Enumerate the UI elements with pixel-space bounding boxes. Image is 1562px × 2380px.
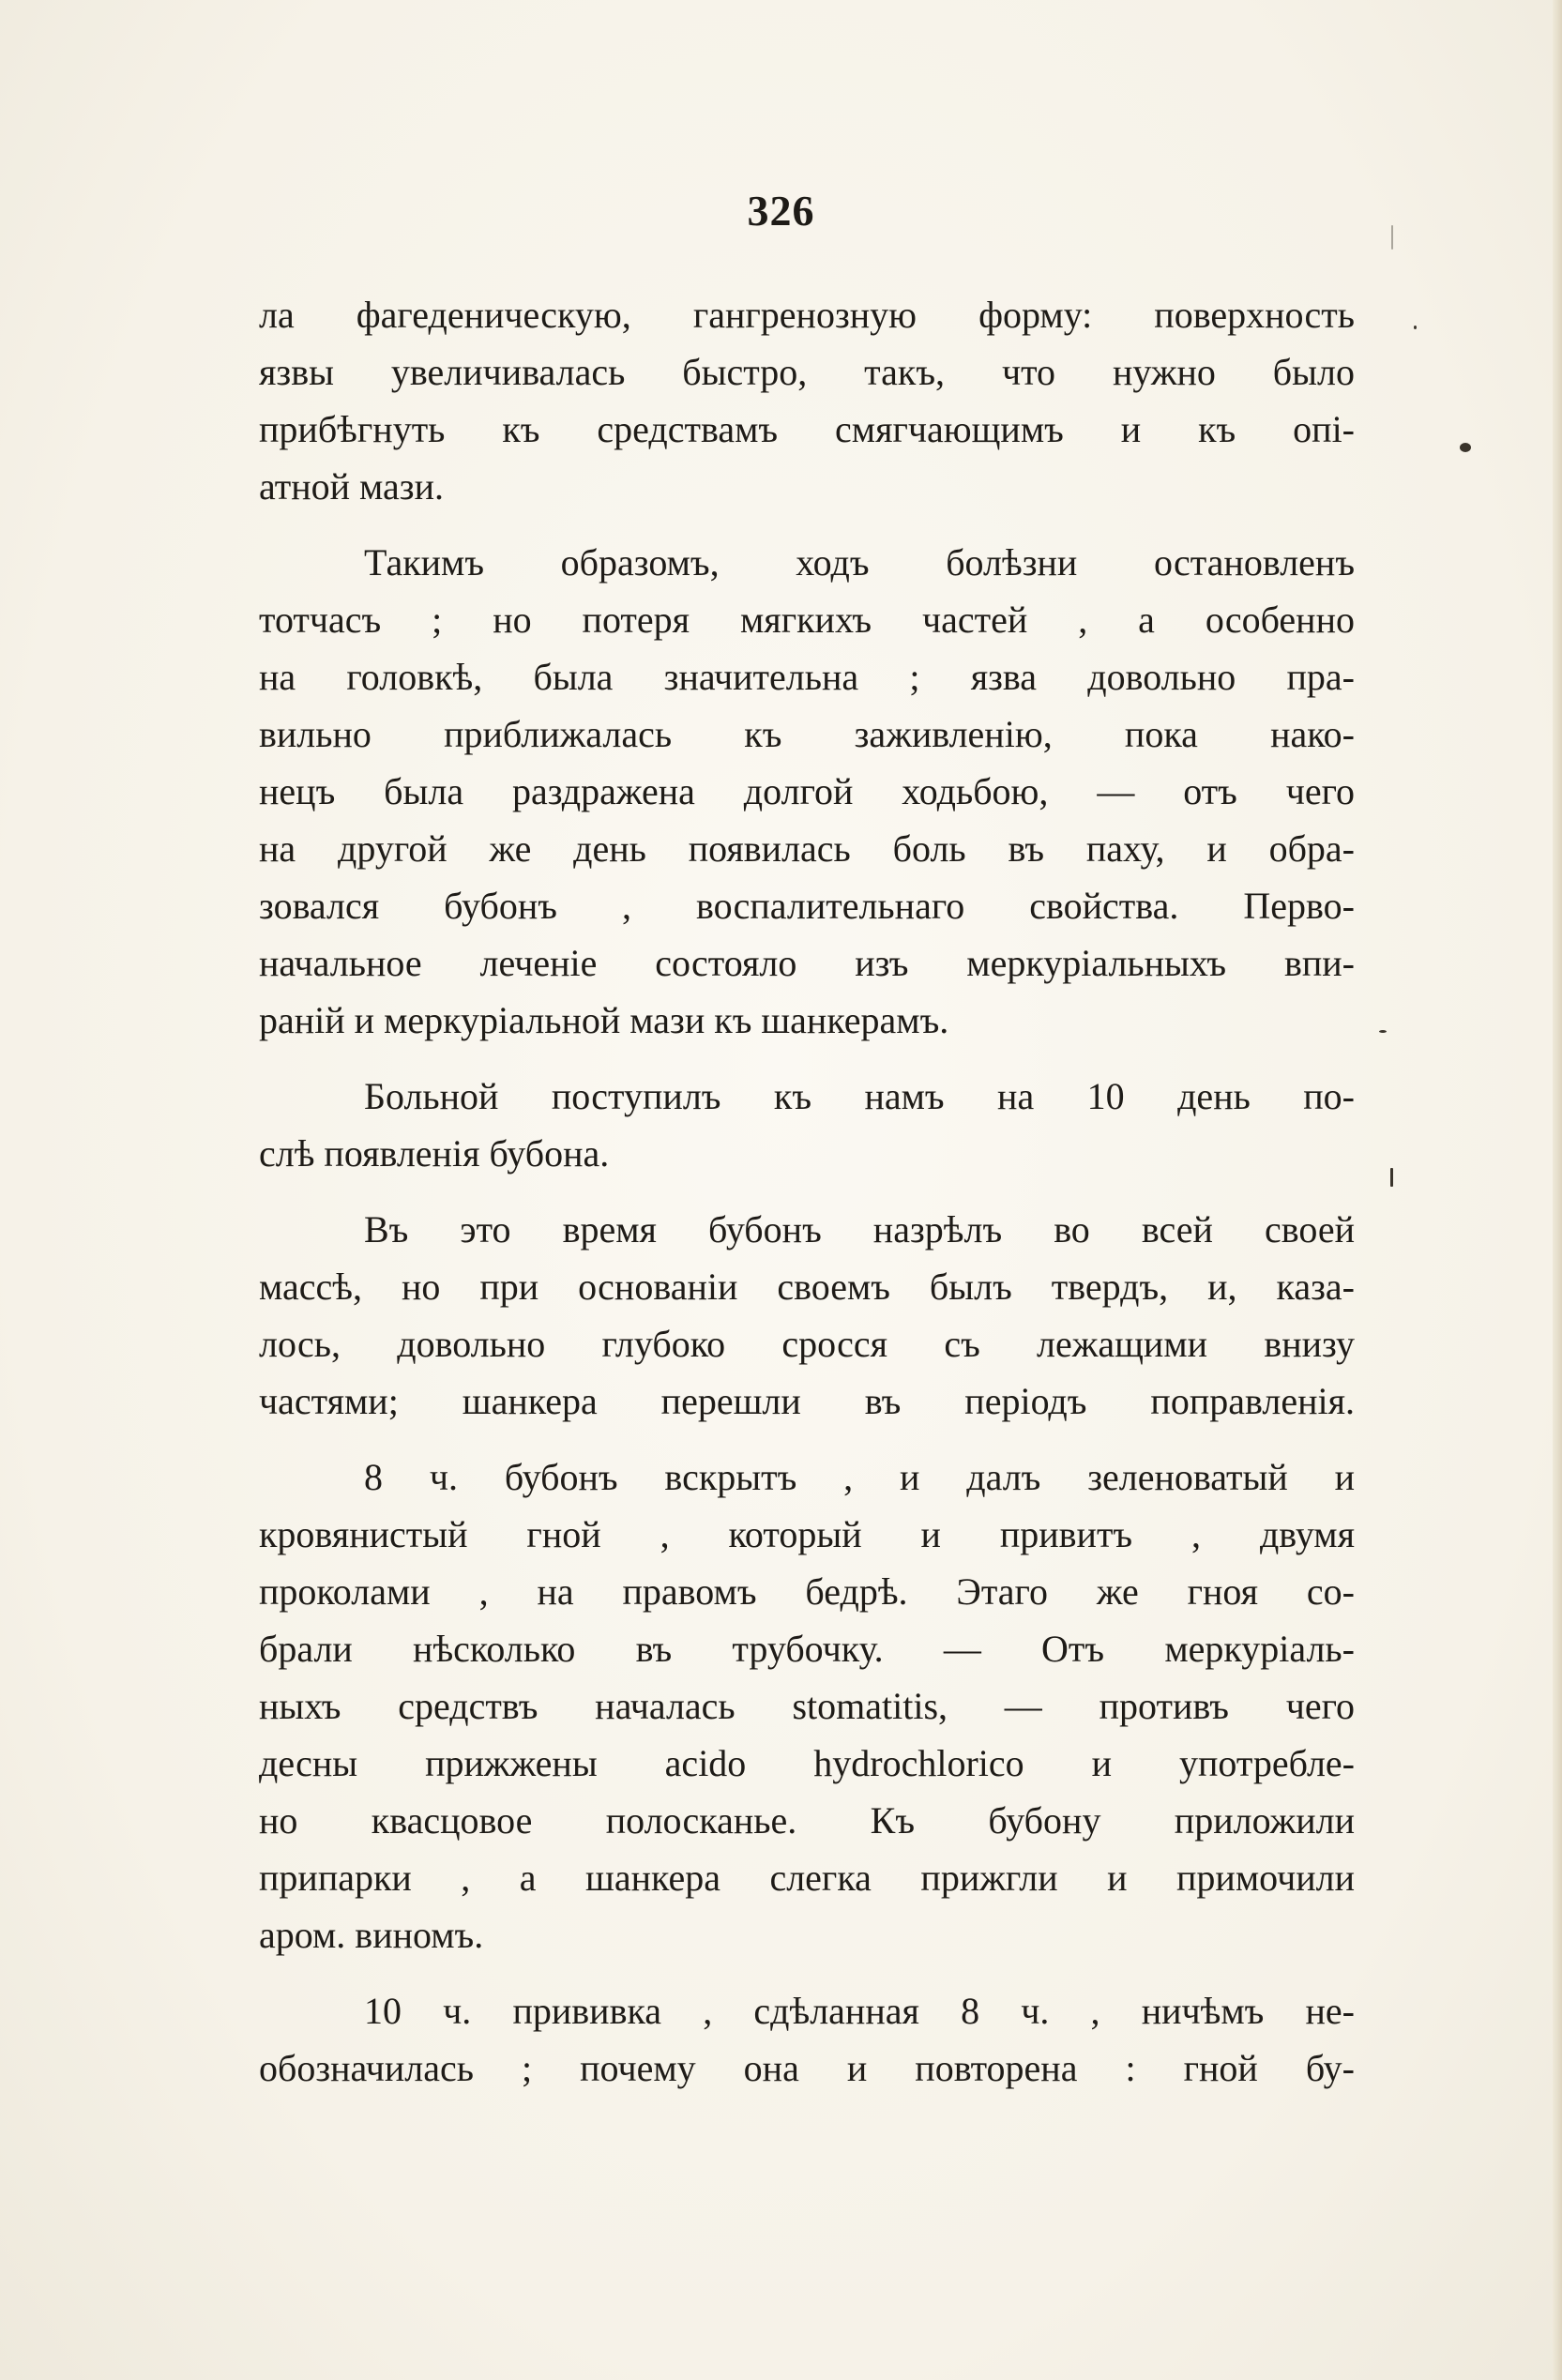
ink-speck <box>1379 1030 1387 1033</box>
text-line: кровянистый гной , который и привитъ , двумя <box>259 1513 1355 1555</box>
ink-speck <box>1390 1168 1393 1187</box>
text-line: десны прижжены acido hydrochlorico и употребле- <box>259 1742 1355 1784</box>
text-line: язвы увеличивалась быстро, такъ, что нужно было <box>259 351 1355 393</box>
ink-speck <box>1391 225 1393 250</box>
text-line: тотчасъ ; но потеря мягкихъ частей , а особенно <box>259 599 1355 641</box>
page-number: 326 <box>747 187 815 235</box>
paragraph <box>259 1201 1355 1430</box>
paragraph <box>259 1448 1355 1963</box>
text-line: на другой же день появилась боль въ паху, и обра- <box>259 827 1355 870</box>
ink-speck <box>1414 326 1417 329</box>
paragraph <box>259 1068 1355 1182</box>
text-line: лось, довольно глубоко сросся съ лежащими внизу <box>259 1323 1355 1365</box>
text-line: зовался бубонъ , воспалительнаго свойства. Перво- <box>259 885 1355 927</box>
paragraph <box>259 1982 1355 2097</box>
text-line: но квасцовое полосканье. Къ бубону приложили <box>259 1799 1355 1842</box>
text-line: частями; шанкера перешли въ періодъ поправленія. <box>259 1380 1355 1422</box>
text-line: раній и меркуріальной мази къ шанкерамъ. <box>259 999 949 1041</box>
ink-speck <box>1460 443 1471 452</box>
text-line: Въ это время бубонъ назрѣлъ во всей своей <box>364 1208 1355 1251</box>
text-line: аром. виномъ. <box>259 1914 484 1956</box>
body-text <box>259 286 1355 2115</box>
text-line: брали нѣсколько въ трубочку. — Отъ меркуріаль- <box>259 1628 1355 1670</box>
text-line: припарки , а шанкера слегка прижгли и примочили <box>259 1857 1355 1899</box>
text-line: ныхъ средствъ началась stomatitis, — противъ чего <box>259 1685 1355 1727</box>
text-line: атной мази. <box>259 465 445 508</box>
text-line: вильно приближалась къ заживленію, пока нако- <box>259 713 1355 755</box>
text-line: Такимъ образомъ, ходъ болѣзни остановленъ <box>364 541 1355 584</box>
text-line: ла фагеденическую, гангренозную форму: поверхность <box>259 294 1355 336</box>
text-line: на головкѣ, была значительна ; язва довольно пра- <box>259 656 1355 698</box>
page-edge-shadow <box>1553 0 1562 2380</box>
text-line: 8 ч. бубонъ вскрытъ , и далъ зеленоватый и <box>364 1456 1355 1498</box>
text-line: слѣ появленія бубона. <box>259 1132 610 1175</box>
text-line: обозначилась ; почему она и повторена : гной бу- <box>259 2047 1355 2089</box>
text-line: начальное леченіе состояло изъ меркуріальныхъ впи- <box>259 942 1355 984</box>
text-line: нецъ была раздражена долгой ходьбою, — отъ чего <box>259 770 1355 812</box>
text-line: Больной поступилъ къ намъ на 10 день по- <box>364 1075 1355 1117</box>
text-line: 10 ч. прививка , сдѣланная 8 ч. , ничѣмъ не- <box>364 1990 1355 2032</box>
text-line: проколами , на правомъ бедрѣ. Этаго же гноя со- <box>259 1570 1355 1613</box>
paragraph <box>259 286 1355 515</box>
text-line: массѣ, но при основаніи своемъ былъ твердъ, и, каза- <box>259 1266 1355 1308</box>
paragraph <box>259 534 1355 1049</box>
text-line: прибѣгнуть къ средствамъ смягчающимъ и къ опі- <box>259 408 1355 450</box>
